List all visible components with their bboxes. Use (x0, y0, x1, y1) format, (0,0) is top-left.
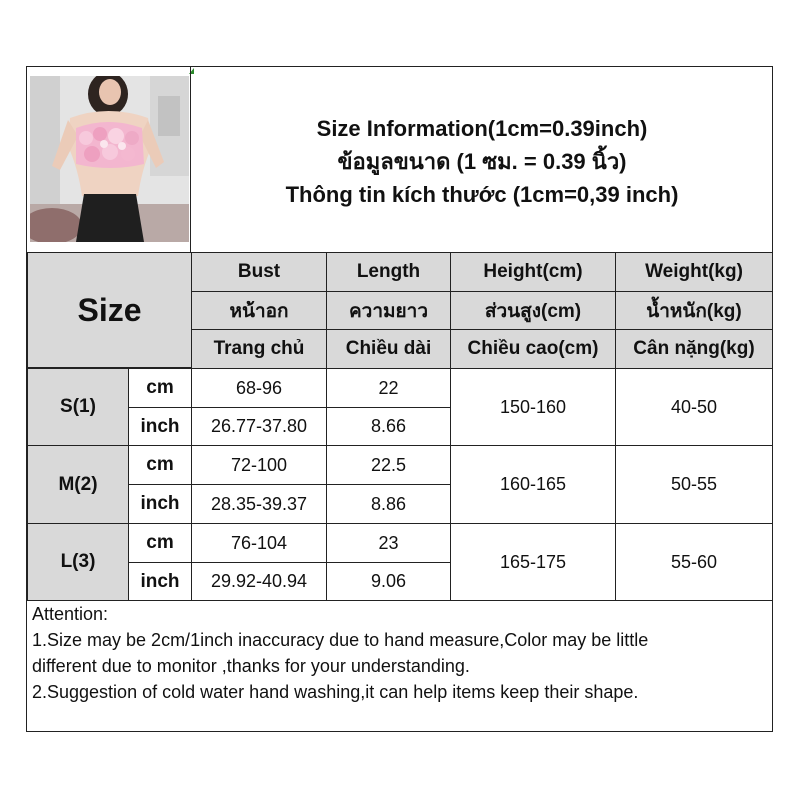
size-label-l: L(3) (27, 523, 129, 601)
column-header-height-th: ส่วนสูง(cm) (450, 291, 616, 330)
unit-cm-m: cm (128, 445, 192, 485)
length-inch-l: 9.06 (326, 562, 451, 601)
unit-inch-l: inch (128, 562, 192, 601)
column-header-weight-en: Weight(kg) (615, 252, 773, 292)
height-m: 160-165 (450, 445, 616, 524)
column-header-weight-vi: Cân nặng(kg) (615, 329, 773, 369)
weight-m: 50-55 (615, 445, 773, 524)
size-label-m: M(2) (27, 445, 129, 524)
unit-cm-l: cm (128, 523, 192, 563)
column-header-length-vi: Chiều dài (326, 329, 451, 369)
title-vietnamese: Thông tin kích thước (1cm=0,39 inch) (285, 181, 679, 207)
length-inch-m: 8.86 (326, 484, 451, 524)
height-l: 165-175 (450, 523, 616, 601)
size-information-title (191, 70, 773, 252)
column-header-length-en: Length (326, 252, 451, 292)
column-header-bust-th: หน้าอก (191, 291, 327, 330)
weight-s: 40-50 (615, 368, 773, 446)
length-inch-s: 8.66 (326, 407, 451, 446)
unit-inch-m: inch (128, 484, 192, 524)
bust-cm-m: 72-100 (191, 445, 327, 485)
unit-cm-s: cm (128, 368, 192, 408)
bust-cm-l: 76-104 (191, 523, 327, 563)
column-header-bust-vi: Trang chủ (191, 329, 327, 369)
notes-line-3: 2.Suggestion of cold water hand washing,it can help items keep their shape. (32, 682, 639, 702)
bust-cm-s: 68-96 (191, 368, 327, 408)
notes-title: Attention: (32, 604, 109, 624)
notes-line-2: different due to monitor ,thanks for your understanding. (32, 656, 470, 676)
title-thai: ข้อมูลขนาด (1 ซม. = 0.39 นิ้ว) (337, 148, 627, 174)
column-header-bust-en: Bust (191, 252, 327, 292)
size-header-label: Size (77, 291, 142, 328)
length-cm-m: 22.5 (326, 445, 451, 485)
title-english: Size Information(1cm=0.39inch) (316, 115, 648, 141)
size-header-cell (27, 252, 192, 368)
unit-inch-s: inch (128, 407, 192, 446)
length-cm-s: 22 (326, 368, 451, 408)
bust-inch-s: 26.77-37.80 (191, 407, 327, 446)
height-s: 150-160 (450, 368, 616, 446)
length-cm-l: 23 (326, 523, 451, 563)
size-label-s: S(1) (27, 368, 129, 446)
product-photo (30, 76, 189, 242)
column-header-height-en: Height(cm) (450, 252, 616, 292)
weight-l: 55-60 (615, 523, 773, 601)
column-header-weight-th: น้ำหนัก(kg) (615, 291, 773, 330)
attention-notes (28, 600, 771, 730)
column-header-height-vi: Chiều cao(cm) (450, 329, 616, 369)
bust-inch-l: 29.92-40.94 (191, 562, 327, 601)
column-header-length-th: ความยาว (326, 291, 451, 330)
model-wearing-top-image (30, 76, 189, 242)
notes-line-1: 1.Size may be 2cm/1inch inaccuracy due to hand measure,Color may be little (32, 630, 649, 650)
bust-inch-m: 28.35-39.37 (191, 484, 327, 524)
